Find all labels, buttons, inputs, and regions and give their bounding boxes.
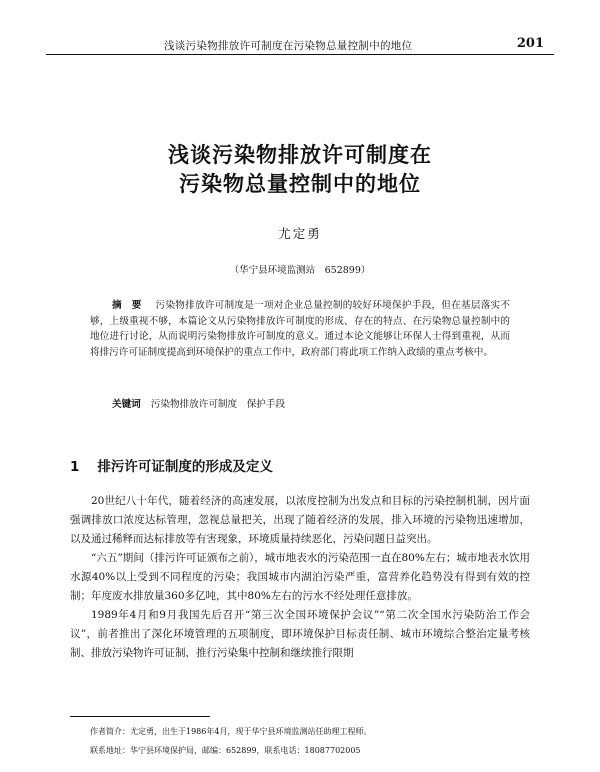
keywords [90,396,510,410]
footnote-rule [70,716,210,717]
body-text [70,492,530,663]
section-title: 排污许可证制度的形成及定义 [97,459,273,475]
affiliation: （华宁县环境监测站 652899） [229,265,371,276]
keywords-text: 污染物排放许可制度 保护手段 [150,399,286,410]
paper-title [0,141,600,199]
contact-footnote: 联系地址：华宁县环境保护局，邮编：652899，联系电话：18087702005 [90,746,361,755]
paragraph-1: 20世纪八十年代，随着经济的高速发展，以浓度控制为出发点和目标的污染控制机制，因片面强调排放口浓度达标管理，忽视总量把关，出现了随着经济的发展，排入环境的污染物迅速增加，以及通过稀释而达标排放等有害现象，环境质量持续恶化，污染问题日益突出。 [70,495,530,545]
running-title: 浅谈污染物排放许可制度在污染物总量控制中的地位 [164,40,413,52]
abstract-text: 污染物排放许可制度是一项对企业总量控制的较好环境保护手段，但在基层落实不够，上级重视不够，本篇论文从污染物排放许可制度的形成、存在的特点、在污染物总量控制中的地位进行讨论，从而说明污染物排放许可制度的意义。通过本论文能够让环保人士得到重视，从而将排污许可证制度提高到环境保护的重点工作中，政府部门将此项工作纳入政绩的重点考核中。 [90,300,511,358]
paragraph-2: “六五”期间（排污许可证颁布之前），城市地表水的污染范围一直在80%左右；城市地表水饮用水源40%以上受到不同程度的污染；我国城市内湖泊污染严重，富营养化趋势没有得到有效的控制；年度废水排放量360多亿吨，其中80%左右的污水不经处理任意排放。 [70,552,530,602]
section-heading [70,455,273,475]
page-number: 201 [516,36,544,51]
title-line-1: 浅谈污染物排放许可制度在 [168,143,432,167]
footnotes [90,722,371,760]
paragraph-3: 1989年4月和9月我国先后召开“第三次全国环境保护会议”“第二次全国水污染防治工作会议”，前者推出了深化环境管理的五项制度，即环境保护目标责任制、城市环境综合整治定量考核制、排放污染物许可证制，推行污染集中控制和继续推行限期 [70,609,530,659]
author-intro-footnote: 作者简介：尤定勇，出生于1986年4月，现于华宁县环境监测站任助理工程师。 [90,727,372,736]
keywords-label: 关键词 [112,399,141,410]
abstract [90,298,510,360]
running-header [46,36,554,52]
title-line-2: 污染物总量控制中的地位 [179,172,421,196]
author-name: 尤定勇 [278,226,322,241]
abstract-label: 摘 要 [112,300,142,311]
section-number: 1 [70,459,80,475]
header-rule [46,54,554,55]
